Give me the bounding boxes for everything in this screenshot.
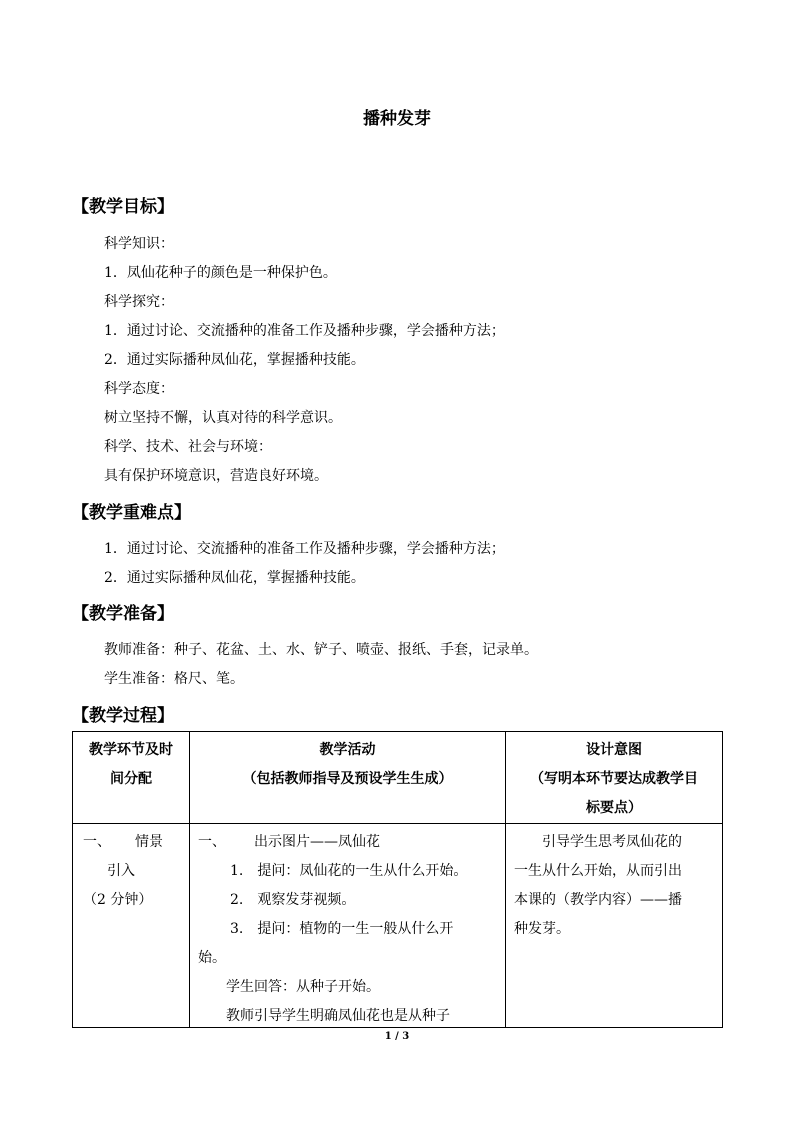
preparation-line: 学生准备：格尺、笔。: [104, 671, 244, 687]
activity-title-number: 一、: [198, 834, 226, 850]
activity-teacher-text: 教师引导学生明确凤仙花也是从种子: [226, 1008, 450, 1024]
objectives-line: 树立坚持不懈，认真对待的科学意识。: [104, 410, 342, 426]
activity-answer: 学生回答：从种子开始。: [226, 979, 380, 995]
objectives-line: 科学、技术、社会与环境：: [104, 439, 272, 455]
header-stage-cell: [73, 732, 190, 824]
activity-item: 1. 提问：凤仙花的一生从什么开始。: [230, 863, 468, 879]
preparation-line: 教师准备：种子、花盆、土、水、铲子、喷壶、报纸、手套，记录单。: [104, 642, 538, 658]
objectives-line: 科学探究：: [104, 294, 174, 310]
header-intent-cell: [506, 732, 723, 824]
intent-line: 一生从什么开始，从而引出: [514, 863, 682, 879]
stage-name: 引入: [107, 863, 135, 879]
objectives-line: 1．凤仙花种子的颜色是一种保护色。: [104, 265, 337, 281]
intent-cell: [506, 824, 723, 1028]
stage-time: （2 分钟）: [83, 892, 153, 908]
stage-cell: [73, 824, 190, 1028]
activity-item: 2. 观察发芽视频。: [230, 892, 356, 908]
activity-title: 出示图片——凤仙花: [254, 834, 380, 850]
activity-cell: [190, 824, 506, 1028]
document-title: 播种发芽: [363, 109, 431, 129]
stage-name: 情景: [135, 834, 163, 850]
stage-number: 一、: [83, 834, 111, 850]
header-stage-line: 间分配: [110, 771, 152, 787]
preparation-heading: 【教学准备】: [72, 604, 174, 624]
header-stage-line: 教学环节及时: [89, 742, 173, 758]
objectives-line: 2．通过实际播种凤仙花，掌握播种技能。: [104, 352, 365, 368]
page-indicator: 1 / 3: [384, 1031, 410, 1042]
process-table: [72, 731, 723, 1028]
objectives-heading: 【教学目标】: [72, 197, 174, 217]
header-intent-line: 标要点）: [586, 800, 642, 816]
key-points-line: 1．通过讨论、交流播种的准备工作及播种步骤，学会播种方法；: [104, 541, 505, 557]
objectives-line: 科学知识：: [104, 236, 174, 252]
table-header-row: [73, 732, 723, 824]
header-activity-cell: [190, 732, 506, 824]
header-activity-line: （包括教师指导及预设学生生成）: [242, 771, 453, 787]
objectives-line: 具有保护环境意识，营造良好环境。: [104, 468, 328, 484]
activity-wrap-text: 始。: [198, 950, 226, 966]
key-points-line: 2．通过实际播种凤仙花，掌握播种技能。: [104, 570, 365, 586]
process-heading: 【教学过程】: [72, 706, 174, 726]
intent-line: 种发芽。: [514, 921, 570, 937]
table-row: [73, 824, 723, 1028]
objectives-line: 1．通过讨论、交流播种的准备工作及播种步骤，学会播种方法；: [104, 323, 505, 339]
intent-line: 引导学生思考凤仙花的: [542, 834, 682, 850]
intent-line: 本课的（教学内容）——播: [514, 892, 682, 908]
objectives-line: 科学态度：: [104, 381, 174, 397]
header-activity-line: 教学活动: [319, 742, 376, 758]
header-intent-line: 设计意图: [586, 742, 642, 758]
key-points-heading: 【教学重难点】: [72, 503, 191, 523]
activity-item: 3. 提问：植物的一生一般从什么开: [230, 921, 454, 937]
header-intent-line: （写明本环节要达成教学目: [530, 771, 698, 787]
